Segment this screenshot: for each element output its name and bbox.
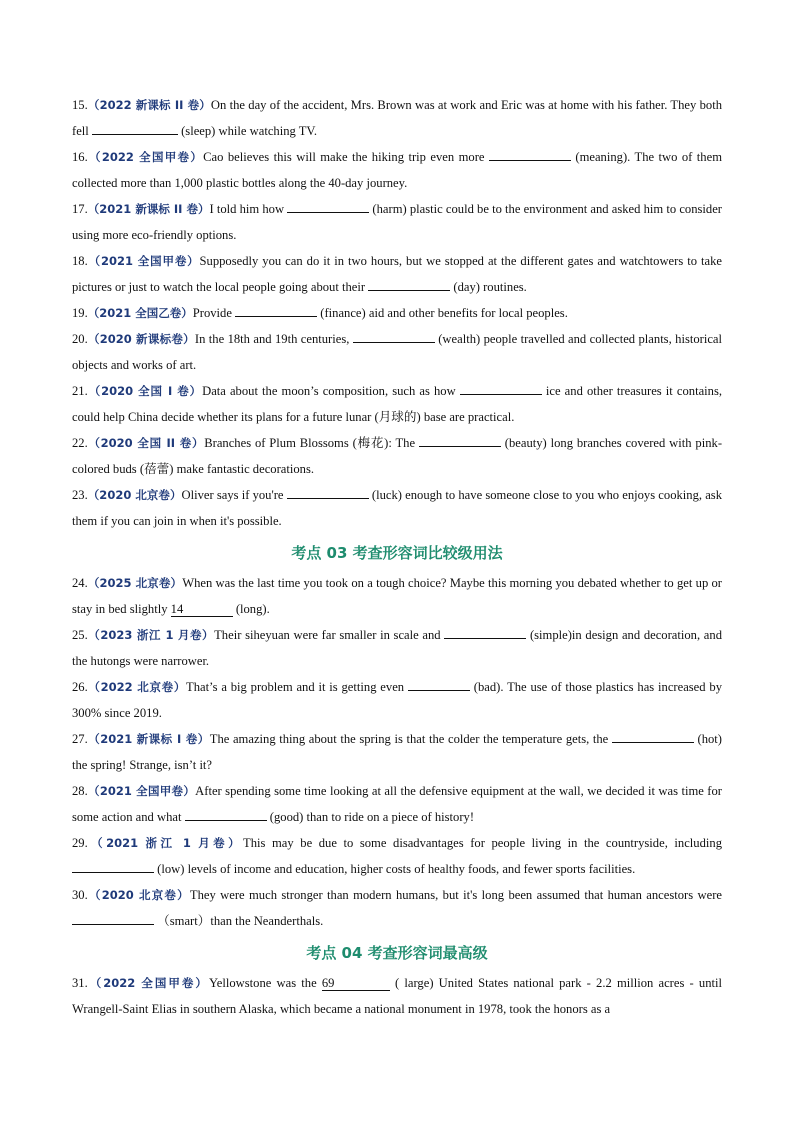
question-source: （2021 全国乙卷）: [87, 306, 193, 320]
question-number: 20.: [72, 332, 88, 346]
question-text-before: I told him how: [209, 202, 285, 216]
question-number: 18.: [72, 254, 88, 268]
answer-blank[interactable]: [408, 677, 470, 691]
question-item: [72, 430, 722, 482]
question-group-1: [72, 92, 722, 534]
answer-blank[interactable]: [72, 911, 154, 925]
question-item: [72, 196, 722, 248]
answer-blank[interactable]: [287, 485, 369, 499]
question-source: （2021 新课标 II 卷）: [87, 202, 210, 216]
question-source: （2021 新课标 I 卷）: [87, 732, 210, 746]
question-number: 29.: [72, 836, 88, 850]
question-source: （2022 北京卷）: [87, 680, 187, 694]
question-group-2: [72, 570, 722, 934]
question-item: [72, 378, 722, 430]
question-text-after: ice and other treasures it contains, could help China decide whether its plans for a future lunar (月球的) base are practical.: [72, 384, 723, 424]
question-number: 15.: [72, 98, 88, 112]
answer-blank[interactable]: [92, 121, 178, 135]
question-number: 26.: [72, 680, 88, 694]
question-item: [72, 622, 722, 674]
question-item: [72, 300, 722, 326]
section-heading-comparative: 考点 03 考查形容词比较级用法: [291, 544, 503, 562]
question-source: （2020 北京卷）: [87, 488, 182, 502]
answer-blank[interactable]: [72, 859, 154, 873]
answer-blank[interactable]: [419, 433, 501, 447]
question-number: 28.: [72, 784, 88, 798]
question-source: （2023 浙江 1 月卷）: [87, 628, 215, 642]
question-source: （2020 新课标卷）: [87, 332, 195, 346]
question-text-after: (day) routines.: [453, 280, 527, 294]
answer-blank[interactable]: [444, 625, 526, 639]
answer-blank[interactable]: [612, 729, 694, 743]
answer-blank[interactable]: [460, 381, 542, 395]
question-text-after: (good) than to ride on a piece of history!: [269, 810, 475, 824]
question-item: [72, 92, 722, 144]
question-item: [72, 674, 722, 726]
question-number: 31.: [72, 976, 88, 990]
question-number: 30.: [72, 888, 88, 902]
question-text-before: After spending some time looking at all the defensive equipment at the wall, we decided it was time for some action and what: [72, 784, 722, 824]
question-text-after: (wealth) people travelled and collected plants, historical objects and works of art.: [72, 332, 723, 372]
answer-blank[interactable]: [489, 147, 571, 161]
question-number: 21.: [72, 384, 88, 398]
question-text-after: ( large) United States national park - 2.2 million acres - until Wrangell-Saint Elias in southern Alaska, which became a national monument in 1978, took the honors as a: [72, 976, 722, 1016]
question-text-before: The amazing thing about the spring is that the colder the temperature gets, the: [209, 732, 609, 746]
question-number: 27.: [72, 732, 88, 746]
question-text-after: (harm) plastic could be to the environment and asked him to consider using more eco-friendly options.: [72, 202, 722, 242]
document-page: [72, 92, 722, 1022]
question-text-after: (long).: [235, 602, 270, 616]
question-number: 22.: [72, 436, 88, 450]
question-source: （2022 新课标 II 卷）: [87, 98, 211, 112]
question-text-after: (hot) the spring! Strange, isn’t it?: [72, 732, 722, 772]
answer-blank[interactable]: [287, 199, 369, 213]
question-item: [72, 778, 722, 830]
question-text-before: Their siheyuan were far smaller in scale and: [214, 628, 441, 642]
question-number: 19.: [72, 306, 88, 320]
question-item: [72, 144, 722, 196]
question-text-before: Provide: [192, 306, 232, 320]
question-text-after: (sleep) while watching TV.: [181, 124, 318, 138]
question-item: [72, 570, 722, 622]
answer-blank[interactable]: 69: [322, 977, 390, 991]
question-item: [72, 970, 722, 1022]
question-number: 17.: [72, 202, 88, 216]
answer-blank[interactable]: [353, 329, 435, 343]
question-text-before: That’s a big problem and it is getting even: [186, 680, 405, 694]
question-text-after: (low) levels of income and education, higher costs of healthy foods, and fewer sports facilities.: [157, 862, 636, 876]
question-item: [72, 326, 722, 378]
question-number: 23.: [72, 488, 88, 502]
question-source: （2022 全国甲卷）: [87, 976, 209, 990]
question-source: （2021 全国甲卷）: [87, 784, 196, 798]
question-number: 25.: [72, 628, 88, 642]
question-text-before: This may be due to some disadvantages for people living in the countryside, including: [243, 836, 722, 850]
question-text-after: (finance) aid and other benefits for local peoples.: [320, 306, 568, 320]
question-text-before: When was the last time you took on a tough choice? Maybe this morning you debated whether to get up or stay in bed slightly: [72, 576, 723, 616]
question-text-after: （smart）than the Neanderthals.: [157, 914, 324, 928]
question-text-before: Data about the moon’s composition, such as how: [202, 384, 456, 398]
question-text-before: Branches of Plum Blossoms (梅花): The: [204, 436, 416, 450]
question-source: （2020 全国 I 卷）: [87, 384, 203, 398]
question-group-3: [72, 970, 722, 1022]
answer-blank[interactable]: [185, 807, 267, 821]
question-source: （2021 浙江 1 月卷）: [87, 836, 244, 850]
section-heading-superlative: 考点 04 考查形容词最高级: [306, 944, 488, 962]
question-text-before: In the 18th and 19th centuries,: [194, 332, 350, 346]
answer-blank[interactable]: [368, 277, 450, 291]
question-item: [72, 830, 722, 882]
question-text-after: (luck) enough to have someone close to you who enjoys cooking, ask them if you can join in when it's possible.: [72, 488, 722, 528]
question-item: [72, 726, 722, 778]
question-text-after: (simple)in design and decoration, and the hutongs were narrower.: [72, 628, 722, 668]
question-source: （2025 北京卷）: [87, 576, 183, 590]
question-source: （2020 全国 II 卷）: [87, 436, 205, 450]
question-text-before: Yellowstone was the: [208, 976, 317, 990]
question-number: 16.: [72, 150, 88, 164]
question-text-after: (beauty) long branches covered with pink-colored buds (蓓蕾) make fantastic decorations.: [72, 436, 723, 476]
answer-blank[interactable]: [235, 303, 317, 317]
question-source: （2020 北京卷）: [87, 888, 190, 902]
question-text-after: (bad). The use of those plastics has increased by 300% since 2019.: [72, 680, 722, 720]
question-number: 24.: [72, 576, 88, 590]
question-text-before: Oliver says if you're: [181, 488, 284, 502]
question-item: [72, 248, 722, 300]
question-item: [72, 482, 722, 534]
question-text-before: Supposedly you can do it in two hours, but we stopped at the different gates and watchtowers to take pictures or just to watch the local people going about their: [72, 254, 722, 294]
question-text-before: Cao believes this will make the hiking trip even more: [203, 150, 485, 164]
question-source: （2022 全国甲卷）: [87, 150, 204, 164]
answer-blank[interactable]: 14: [171, 603, 233, 617]
question-text-before: They were much stronger than modern humans, but it's long been assumed that human ancestors were: [189, 888, 722, 902]
question-item: [72, 882, 722, 934]
question-source: （2021 全国甲卷）: [87, 254, 200, 268]
question-text-before: On the day of the accident, Mrs. Brown was at work and Eric was at home with his father. They both fell: [72, 98, 722, 138]
question-text-after: (meaning). The two of them collected more than 1,000 plastic bottles along the 40-day journey.: [72, 150, 722, 190]
